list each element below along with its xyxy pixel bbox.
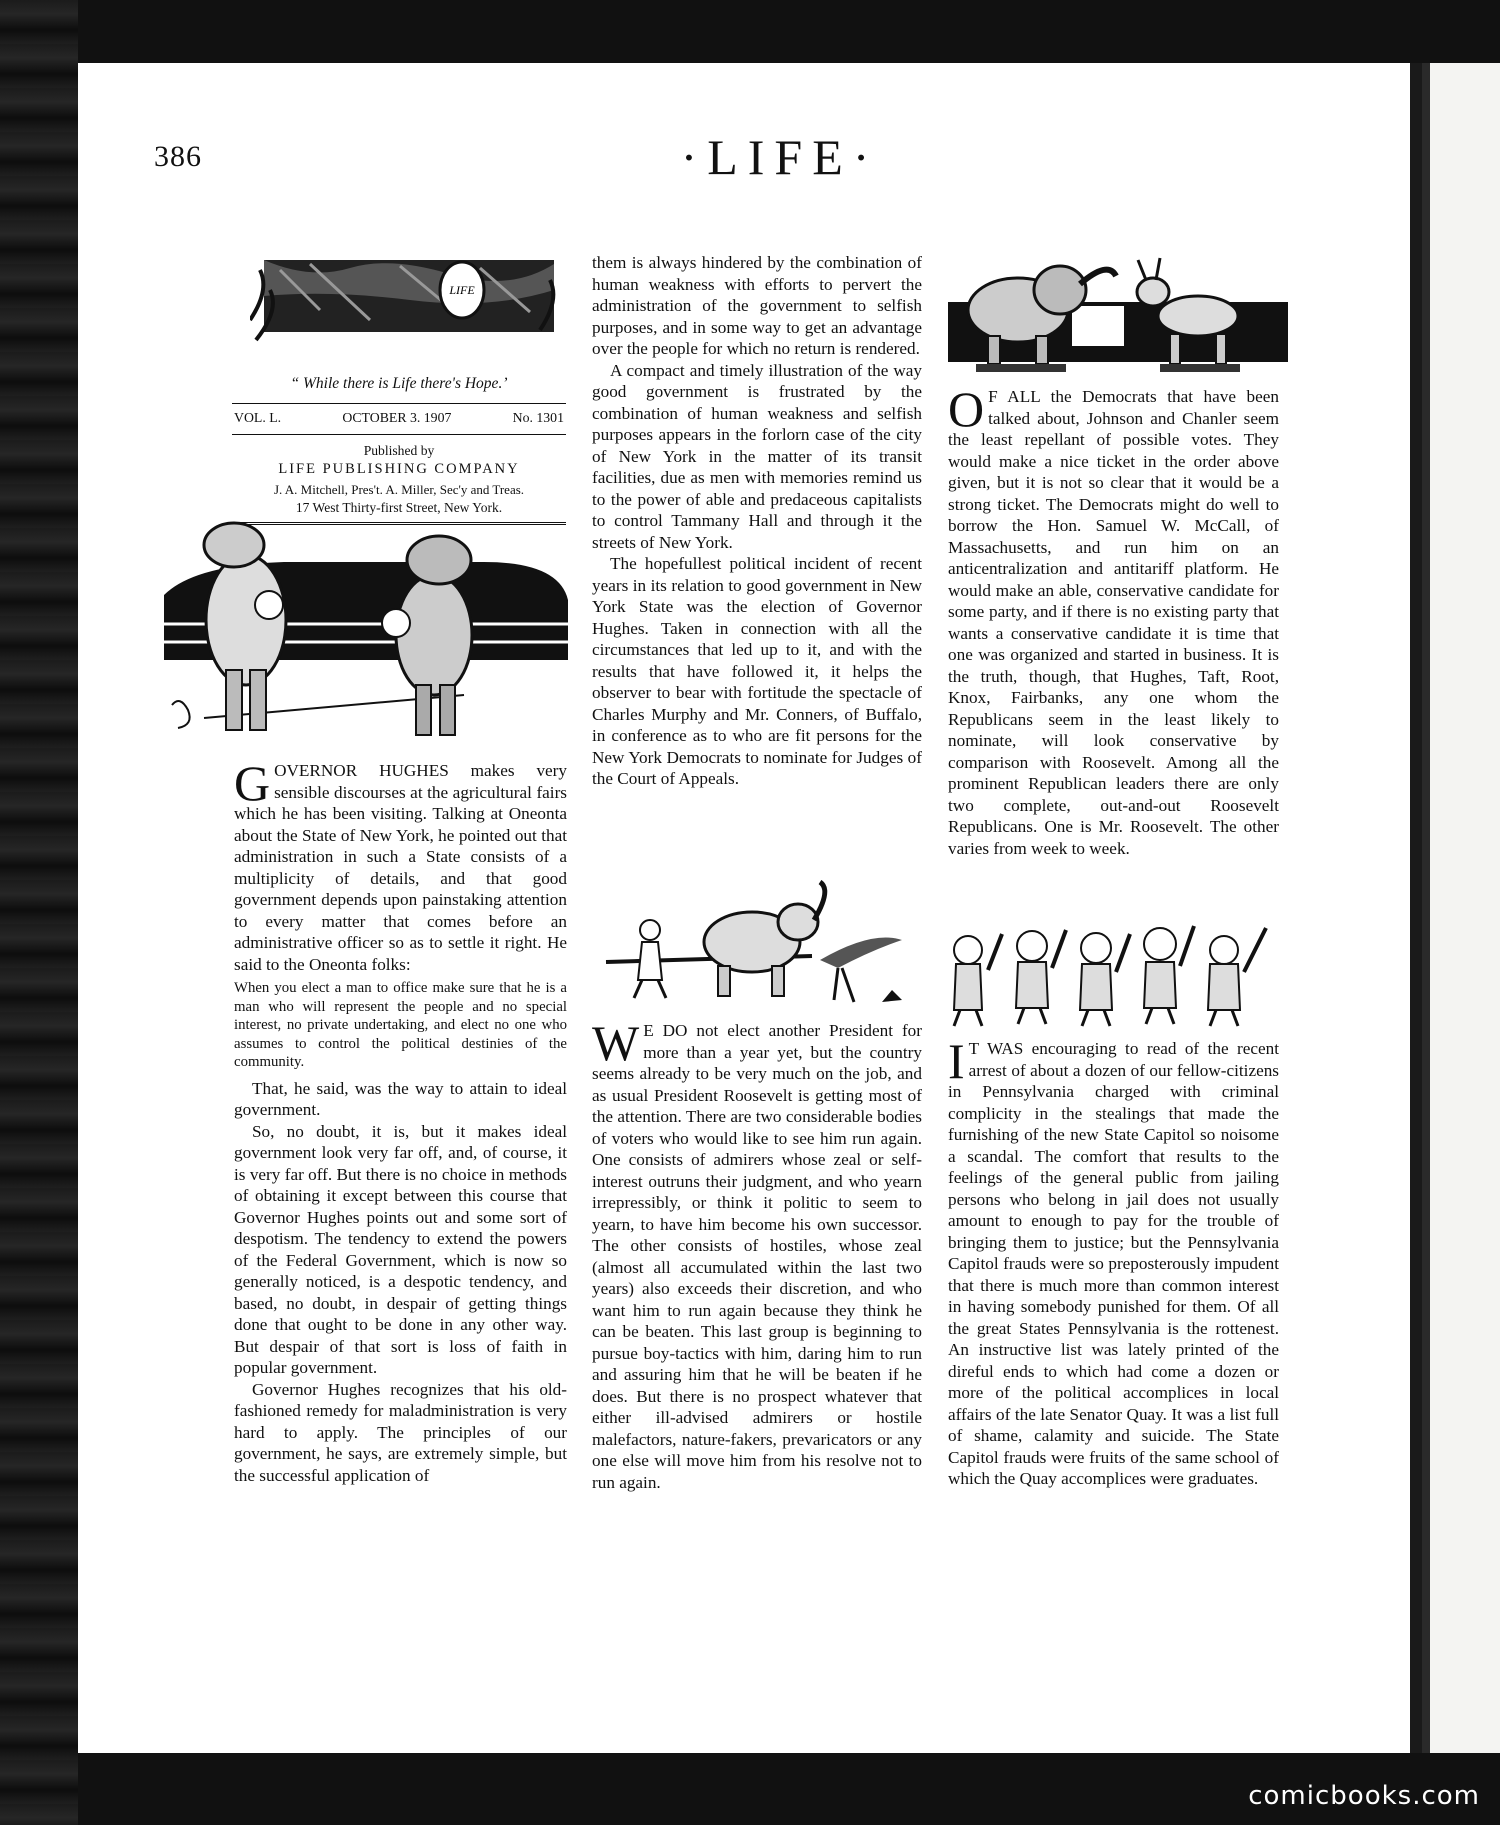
- scan-border-left: [0, 0, 78, 1825]
- officers: J. A. Mitchell, Pres't. A. Miller, Sec'y and Treas.: [273, 482, 525, 497]
- page-number: 386: [154, 140, 202, 173]
- page-gutter: [1410, 63, 1422, 1753]
- site-watermark: comicbooks.com: [1248, 1781, 1480, 1811]
- publisher-company: LIFE PUBLISHING COMPANY: [278, 461, 520, 477]
- facing-page-edge: [1422, 63, 1500, 1753]
- article-pennsylvania-para: I T WAS encouraging to read of the recent arrest of about a dozen of our fellow-citizens in Pennsylvania charged with criminal complicity in the stealings that made the furnishing of the new State Capitol so noisome a scandal. The comfort that results to the feelings of the general public from jailing persons who belong in jail does not usually amount to enough to pay for the trouble of bringing them to justice; but the Pennsylvania Capitol frauds were so preposterously impudent that there is much more than common interest in having somebody punished for them. Of all the great States Pennsylvania is the rottenest. An instructive list was lately printed of the direful ends to which had come a dozen or more of the political accomplices in local affairs of the late Senator Quay. It was a list full of shame, calamity and suicide. The State Capitol frauds were fruits of the same school of which the Quay accomplices were graduates.: [948, 1033, 1279, 1488]
- masthead-info: [232, 375, 566, 525]
- drop-cap: O: [948, 381, 985, 437]
- masthead-banner-illustration: [250, 250, 564, 350]
- article-democrats-para: O F ALL the Democrats that have been talked about, Johnson and Chanler seem the least repellant of possible votes. They would make a nice ticket in the order above given, but it is not so clear that it would be a strong ticket. The Democrats might do well to borrow the Hon. Samuel W. McCall, of Massachusetts, and run him on an anticentralization and antitariff platform. He would make an able, conservative candidate for some party, and if there is no existing party that wants a conservative candidate it is time that one was organized and started in business. It is the truth, though, that Hughes, Taft, Root, Knox, Fairbanks, any one whom the Republicans seem in the least likely to nominate, will look conservative by comparison with Roosevelt. Among all the prominent Republican leaders there are only two complete, out-and-out Roosevelt Republicans. One is Mr. Roosevelt. The other varies from week to week.: [948, 381, 1279, 858]
- article-election-para: The hopefullest political incident of recent years in its relation to good government in New York State was the election of Governor Hughes. Taken in connection with all the circumstances that led up to it, and with the results that have followed it, it helps the observer to bear with fortitude the spectacle of Charles Murphy and Mr. Conners, of Buffalo, in conference as to who are fit persons for the New York Democrats to nominate for Judges of the Court of Appeals.: [592, 554, 922, 788]
- boy-and-elephant-illustration: [602, 880, 912, 1010]
- column-2-lower: [592, 1015, 922, 1493]
- masthead-title: ·LIFE·: [680, 129, 880, 185]
- issue-date: OCTOBER 3. 1907: [342, 410, 452, 425]
- drop-cap: I: [948, 1033, 965, 1089]
- published-by: Published by: [363, 443, 435, 458]
- column-3-lower: [948, 1033, 1279, 1490]
- elephant-and-donkey-illustration: [948, 250, 1288, 380]
- article-hughes-para-4: Governor Hughes recognizes that his old-fashioned remedy for maladministration is very hard to apply. The principles of our government, he says, are extremely simple, but the successful application of: [234, 1379, 567, 1485]
- drop-cap: W: [592, 1015, 640, 1071]
- issue-number: No. 1301: [512, 410, 564, 425]
- boxing-elephants-illustration: [164, 520, 568, 748]
- volume-line: [232, 403, 566, 435]
- column-3-upper: [948, 381, 1279, 859]
- article-hughes-para-1: GOVERNOR HUGHES makes very sensible discourses at the agricultural fairs which he has been visiting. Talking at Oneonta about the State of New York, he pointed out that administration in such a State consists of a multiplicity of details, and that good government depends upon painstaking attention to every matter that comes before an administrative officer so as to settle it right. He said to the Oneonta folks:: [234, 755, 567, 974]
- article-hughes-continued: them is always hindered by the combination of human weakness with efforts to pervert the administration of the government to selfish purposes, and in some way to get an advantage over the people for which no return is rendered.: [592, 253, 922, 358]
- motto: “ While there is Life there's Hope.’: [290, 375, 508, 392]
- drop-cap: G: [234, 755, 271, 811]
- column-1-lower: [234, 755, 567, 1486]
- policemen-marching-illustration: [948, 920, 1278, 1030]
- article-transit-para: A compact and timely illustration of the way good government is frustrated by the combination of human weakness and selfish purposes appears in the forlorn case of the city of New York in the matter of its transit facilities, due as men with memories remind us to the power of able and predaceous capitalists to control Tammany Hall and through it the streets of New York.: [592, 360, 922, 552]
- hughes-quote: When you elect a man to office make sure that he is a man who will represent the people and no special interest, no private undertaking, and elect no one who assumes to control the political destinies of the community.: [234, 980, 567, 1070]
- article-president-para: W E DO not elect another President for more than a year yet, but the country seems already to be very much on the job, and as usual President Roosevelt is getting most of the attention. There are two considerable bodies of voters who would like to see him run again. One consists of admirers whose zeal or self-interest outruns their judgment, and who yearn irrepressibly, or think it politic to seem to yearn, to have him become his own successor. The other consists of hostiles, whose zeal (almost all accumulated within the last two years) also exceeds their discretion, and who want him to run again because they think he can be beaten. This last group is beginning to pursue boy-tactics with him, daring him to run and assuring him that he will be beaten if he does. But there is no prospect whatever that either ill-advised admirers or hostile malefactors, nature-fakers, prevaricators or any one else will move him from his resolve not to run again.: [592, 1015, 922, 1492]
- publisher-address: 17 West Thirty-first Street, New York.: [232, 500, 566, 525]
- article-hughes-para-2: That, he said, was the way to attain to ideal government.: [234, 1078, 567, 1119]
- volume: VOL. L.: [234, 410, 282, 425]
- article-hughes-para-3: So, no doubt, it is, but it makes ideal government look very far off, and, of course, it is very far off. But there is no choice in methods of obtaining it except between this course that Governor Hughes points out and some sort of despotism. The tendency to extend the powers of the Federal Government, which is now so generally noticed, is a despotic tendency, and based, no doubt, in despair of getting things done that ought to be done in any other way. But despair of that sort is loss of faith in popular government.: [234, 1121, 567, 1377]
- life-logo-text: LIFE: [449, 283, 475, 297]
- column-2-upper: [592, 252, 922, 790]
